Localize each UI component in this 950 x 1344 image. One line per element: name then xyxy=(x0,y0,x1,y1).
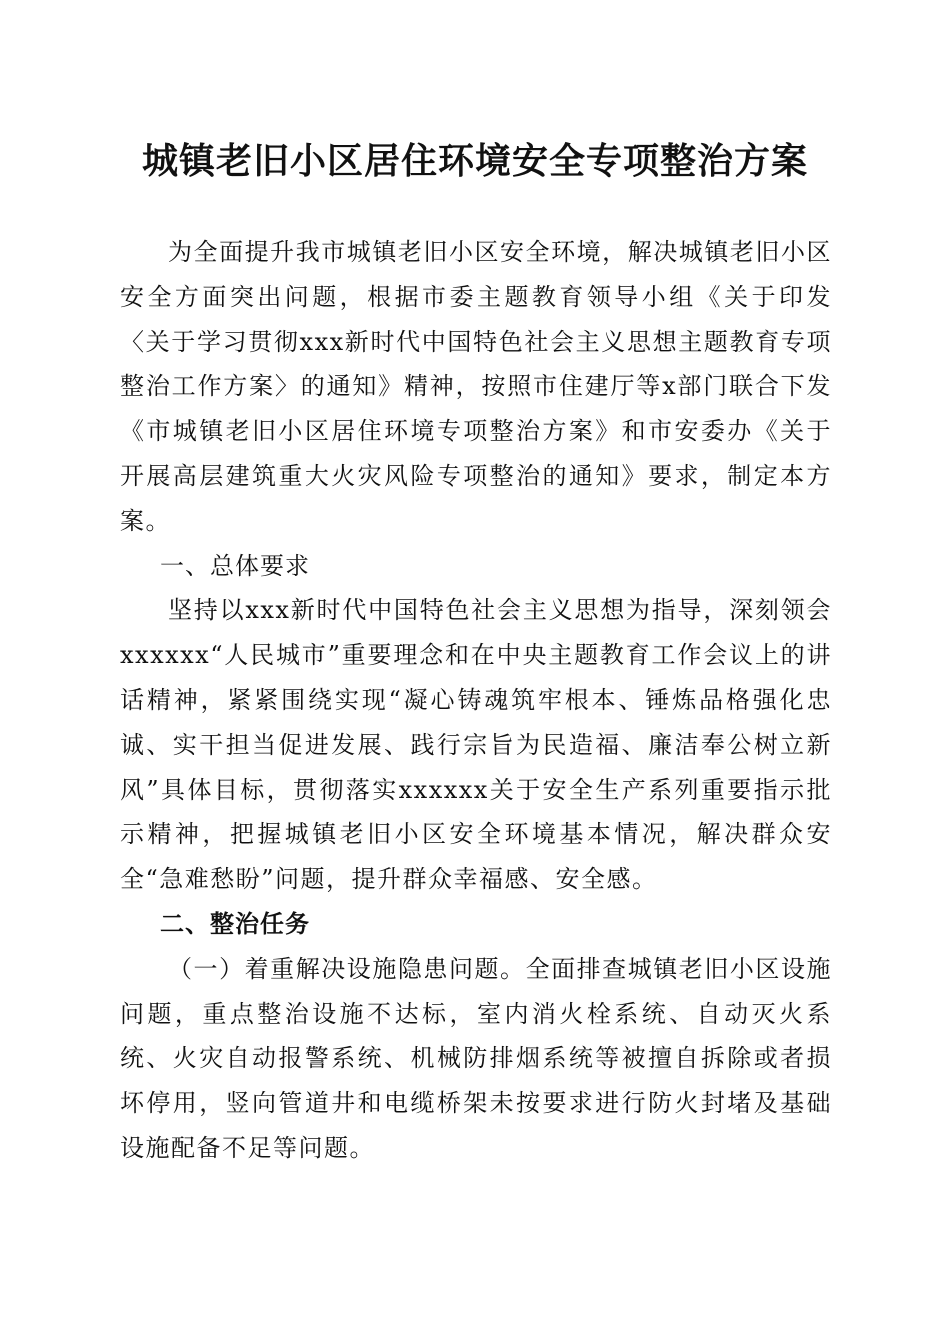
intro-paragraph: 为全面提升我市城镇老旧小区安全环境，解决城镇老旧小区安全方面突出问题，根据市委主题教育领导小组《关于印发〈关于学习贯彻xxx新时代中国特色社会主义思想主题教育专项整治工作方案〉的通知》精神，按照市住建厅等x部门联合下发《市城镇老旧小区居住环境专项整治方案》和市安委办《关于开展高层建筑重大火灾风险专项整治的通知》要求，制定本方案。 xyxy=(120,238,832,535)
general-requirements-paragraph: 坚持以xxx新时代中国特色社会主义思想为指导，深刻领会xxxxxx“人民城市”重要理念和在中央主题教育工作会议上的讲话精神，紧紧围绕实现“凝心铸魂筑牢根本、锤炼品格强化忠诚、实干担当促进发展、践行宗旨为民造福、廉洁奉公树立新风”具体目标，贯彻落实xxxxxx关于安全生产系列重要指示批示精神，把握城镇老旧小区安全环境基本情况，解决群众安全“急难愁盼”问题，提升群众幸福感、安全感。 xyxy=(120,596,832,894)
section-heading-general-requirements: 一、总体要求 xyxy=(160,551,310,580)
document-body xyxy=(120,230,832,1171)
task-item-text: 全面排查城镇老旧小区设施问题，重点整治设施不达标，室内消火栓系统、自动灭火系统、火灾自动报警系统、机械防排烟系统等被擅自拆除或者损坏停用，竖向管道井和电缆桥架未按要求进行防火封堵及基础设施配备不足等问题。 xyxy=(120,954,833,1162)
task-item-facilities xyxy=(120,947,832,1171)
task-item-lead: （一）着重解决设施隐患问题。 xyxy=(168,954,526,983)
section-heading-rectification-tasks: 二、整治任务 xyxy=(160,909,310,938)
document-title: 城镇老旧小区居住环境安全专项整治方案 xyxy=(141,140,808,182)
